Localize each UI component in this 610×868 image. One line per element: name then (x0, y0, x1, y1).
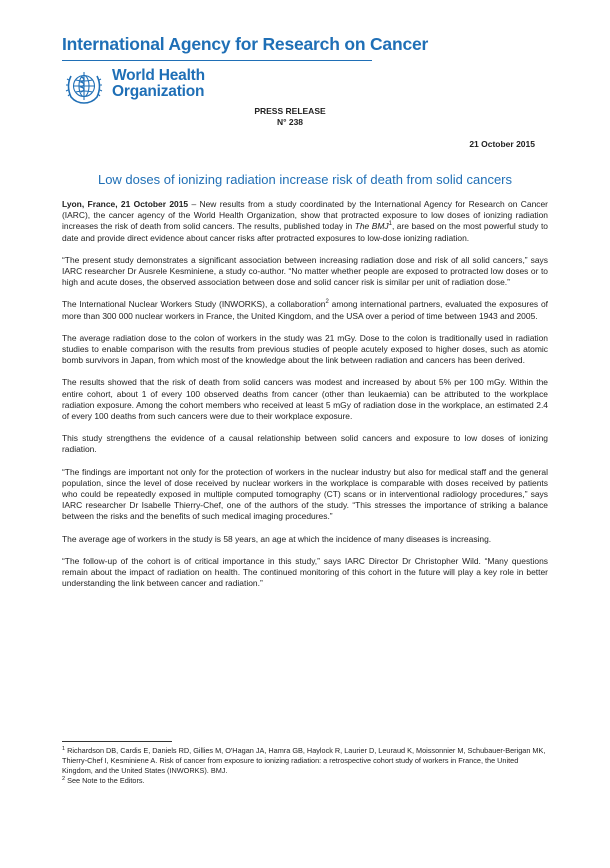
footnote-divider (62, 741, 172, 742)
paragraph-1: Lyon, France, 21 October 2015 – New results from a study coordinated by the International Agency for Research on Cancer (IARC), the cancer agency of the World Health Organization, show that protracted exposure to low doses of ionizing radiation increases the risk of death from solid cancers. The results, published today in The BMJ$^1$, are based on the most powerful study to date and provide direct evidence about cancer risks after protracted exposures to low-dose ionizing radiation. (62, 199, 548, 243)
footnote-ref-1[interactable]: 1 (388, 221, 392, 228)
headline: Low doses of ionizing radiation increase risk of death from solid cancers (97, 172, 513, 187)
who-name-line2: Organization (112, 83, 205, 100)
agency-divider (62, 60, 372, 61)
footnote-2: $^2$ See Note to the Editors. (62, 776, 145, 785)
who-name (112, 68, 205, 100)
footnote-ref-2[interactable]: 2 (325, 299, 329, 306)
article-body (62, 199, 548, 600)
press-release-number: N° 238 (276, 117, 304, 127)
footnote-1: $^1$ Richardson DB, Cardis E, Daniels RD, Gillies M, O'Hagan JA, Hamra GB, Haylock R, Laurier D, Leuraud K, Moissonnier M, Schubauer-Berigan MK, Thierry-Chef I, Kesminiene A. Risk of cancer from exposure to ionizing radiation: a retrospective cohort study of workers in France, the United Kingdom, and the United States (INWORKS). BMJ. (62, 746, 546, 775)
footnotes (62, 746, 548, 786)
who-name-line1: World Health (112, 67, 205, 84)
paragraph-8: The average age of workers in the study is 58 years, an age at which the incidence of many diseases is increasing. (62, 533, 492, 544)
agency-title: International Agency for Research on Cancer (62, 34, 429, 54)
release-date: 21 October 2015 (469, 139, 535, 149)
press-release-label (0, 106, 610, 128)
paragraph-2: “The present study demonstrates a significant association between increasing radiation dose and risk of all solid cancers,” says IARC researcher Dr Ausrele Kesminiene, a study co-author. “No matter whether people are exposed to protracted low doses or to high and acute doses, the observed association between dose and solid cancer risk is similar per unit of radiation dose.” (62, 254, 548, 288)
paragraph-4: The average radiation dose to the colon of workers in the study was 21 mGy. Dose to the colon is traditionally used in radiation studies to enable comparison with the results from previous studies of people acutely exposed to higher doses, such as atomic bomb survivors in Japan, from which most of the knowledge about the link between radiation and cancers has been derived. (62, 332, 548, 366)
press-release-title: PRESS RELEASE (254, 106, 326, 116)
dateline: Lyon, France, 21 October 2015 (62, 199, 189, 209)
paragraph-9: “The follow-up of the cohort is of critical importance in this study,” says IARC Director Dr Christopher Wild. “Many questions remain about the impact of radiation on health. The continued monitoring of this cohort in the future will play a key role in better understanding the link between cancer and radiation.” (62, 555, 548, 589)
paragraph-5: The results showed that the risk of death from solid cancers was modest and increased by about 5% per 100 mGy. Within the entire cohort, about 1 of every 100 observed deaths from cancer (other than leukaemia) can be attributed to the workplace radiation exposure. Among the cohort members who received at least 5 mGy of radiation dose in the workplace, an estimated 2.4 of every 100 deaths from such cancers were due to their workplace exposure. (62, 377, 548, 422)
paragraph-3: The International Nuclear Workers Study (INWORKS), a collaboration$^2$ among international partners, evaluated the exposures of more than 300 000 nuclear workers in France, the United Kingdom, and the USA over a period of time between 1943 and 2005. (62, 299, 548, 321)
journal-name: The BMJ (354, 221, 389, 232)
paragraph-7: “The findings are important not only for the protection of workers in the nuclear industry but also for medical staff and the general population, since the level of dose received by nuclear workers in the workplace is comparable with doses received by patients who could be repeatedly exposed in multiple computed tomography (CT) scans or in interventional radiology procedures,” says IARC researcher Dr Isabelle Thierry-Chef, one of the authors of the study. “This stresses the importance of striking a balance between the risks and the benefits of such medical imaging procedures.” (62, 466, 548, 522)
who-emblem-icon (62, 66, 106, 106)
paragraph-6: This study strengthens the evidence of a causal relationship between solid cancers and exposure to low doses of ionizing radiation. (62, 433, 548, 455)
